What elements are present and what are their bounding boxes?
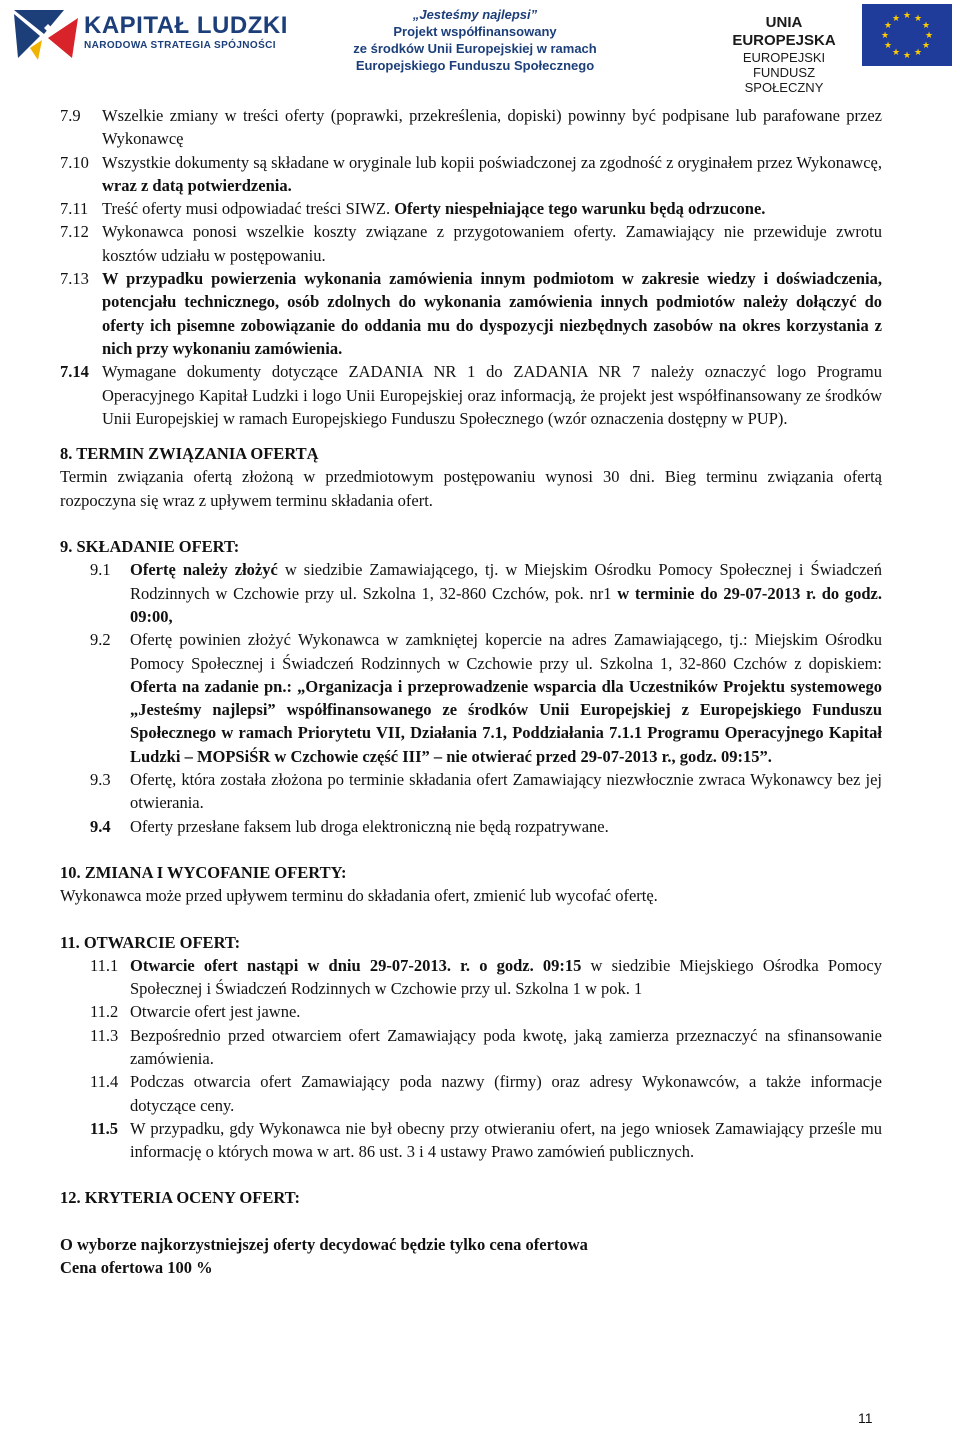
item-bold-text: Ofertę należy złożyć xyxy=(130,560,278,580)
item-9-4 xyxy=(60,815,882,838)
eu-flag-icon xyxy=(862,4,952,66)
svg-text:★: ★ xyxy=(913,14,923,24)
document-body xyxy=(60,104,882,1279)
svg-text:★: ★ xyxy=(883,41,893,51)
item-text: Wszystkie dokumenty są składane w oryginale lub kopii poświadczonej za zgodność z oryginałem przez Wykonawcę, xyxy=(102,152,882,172)
project-info xyxy=(330,6,620,74)
item-number: 7.10 xyxy=(60,152,89,172)
svg-text:★: ★ xyxy=(902,51,912,61)
item-7-9 xyxy=(60,104,882,151)
item-11-1 xyxy=(60,954,882,1001)
item-7-14 xyxy=(60,360,882,430)
svg-text:★: ★ xyxy=(902,11,912,21)
svg-text:★: ★ xyxy=(891,48,901,58)
project-line-3: ze środków Unii Europejskiej w ramach xyxy=(353,41,597,56)
section-11-heading: 11. OTWARCIE OFERT: xyxy=(60,932,241,952)
section-10-text: Wykonawca może przed upływem terminu do składania ofert, zmienić lub wycofać ofertę. xyxy=(60,886,658,906)
item-text: Ofertę, która została złożona po terminie składania ofert Zamawiający niezwłocznie zwraca Wykonawcy bez jej otwierania. xyxy=(130,770,882,813)
item-9-2 xyxy=(60,628,882,768)
item-text: W przypadku, gdy Wykonawca nie był obecny przy otwieraniu ofert, na jego wniosek Zamawiający prześle mu informację o których mowa w art. 86 ust. 3 i 4 ustawy Prawo zamówień publicznych. xyxy=(130,1118,882,1162)
item-text: Wykonawca ponosi wszelkie koszty związane z przygotowaniem oferty. Zamawiający nie przewiduje zwrotu kosztów udziału w postępowaniu. xyxy=(102,222,882,265)
item-number: 7.11 xyxy=(60,199,89,219)
svg-text:★: ★ xyxy=(891,14,901,24)
item-text: Wszelkie zmiany w treści oferty (poprawki, przekreślenia, dopiski) powinny być podpisane lub parafowane przez Wykonawcę xyxy=(102,106,882,149)
item-number: 9.1 xyxy=(90,560,111,580)
section-12-heading: 12. KRYTERIA OCENY OFERT: xyxy=(60,1188,300,1208)
item-bold-text: W przypadku powierzenia wykonania zamówienia innym podmiotom w zakresie wiedzy i doświadczenia, potencjału technicznego, osób zdolnych do wykonania zamówienia innych podmiotów należy dołączyć do oferty ich pisemne zobowiązanie do oddania mu do dyspozycji niezbędnych zasobów na okres korzystania z nich przy wykonaniu zamówienia. xyxy=(102,269,882,358)
item-bold-text: wraz z datą potwierdzenia. xyxy=(102,175,292,195)
item-number: 7.12 xyxy=(60,222,89,242)
item-bold-text: Otwarcie ofert nastąpi w dniu 29-07-2013. r. o godz. 09:15 xyxy=(130,955,582,975)
item-7-13 xyxy=(60,267,882,360)
item-9-3 xyxy=(60,768,882,815)
item-text: Bezpośrednio przed otwarciem ofert Zamawiający poda kwotę, jaką zamierza przeznaczyć na sfinansowanie zamówienia. xyxy=(130,1025,882,1068)
item-number: 9.2 xyxy=(90,630,111,650)
item-text: Oferty przesłane faksem lub droga elektroniczną nie będą rozpatrywane. xyxy=(130,816,609,836)
svg-text:★: ★ xyxy=(913,48,923,58)
item-number: 9.3 xyxy=(90,770,111,790)
item-11-3 xyxy=(60,1024,882,1071)
item-11-4 xyxy=(60,1070,882,1117)
item-7-10 xyxy=(60,151,882,198)
svg-text:★: ★ xyxy=(880,31,890,41)
item-11-2 xyxy=(60,1000,882,1023)
item-number: 7.14 xyxy=(60,362,89,382)
item-9-1 xyxy=(60,558,882,628)
item-number: 11.3 xyxy=(90,1025,119,1045)
item-bold-text: Oferta na zadanie pn.: „Organizacja i przeprowadzenie wsparcia dla Uczestników Projektu systemowego „Jesteśmy najlepsi” współfinansowanego ze środków Unii Europejskiej z Europejskiego Funduszu Społecznego w ramach Priorytetu VII, Działania 7.1, Poddziałania 7.1.1 Programu Operacyjnego Kapitał Ludzki – MOPSiŚR w Czchowie część III” – nie otwierać przed 29-07-2013 r., godz. 09:15”. xyxy=(130,676,882,766)
item-number: 11.2 xyxy=(90,1002,119,1022)
section-12-line-2: Cena ofertowa 100 % xyxy=(60,1258,213,1278)
item-number: 11.1 xyxy=(90,955,119,975)
section-9-heading: 9. SKŁADANIE OFERT: xyxy=(60,537,240,557)
item-text: Otwarcie ofert jest jawne. xyxy=(130,1002,301,1022)
project-line-2: Projekt współfinansowany xyxy=(393,24,557,39)
page-header xyxy=(0,0,960,95)
item-text: Ofertę powinien złożyć Wykonawca w zamkniętej kopercie na adres Zamawiającego, tj.: Miejskim Ośrodku Pomocy Społecznej i Świadczeń Rodzinnych w Czchowie przy ul. Szkolna 1, 32-860 Czchów z dopiskiem: xyxy=(130,630,882,673)
eu-sub-1: EUROPEJSKI xyxy=(742,50,826,65)
item-bold-text: Oferty niespełniające tego warunku będą odrzucone. xyxy=(394,199,766,219)
eu-title: UNIA EUROPEJSKA xyxy=(732,14,836,49)
eu-sub-2: FUNDUSZ SPOŁECZNY xyxy=(744,65,824,95)
item-text: w siedzibie Miejskiego Ośrodka Pomocy Społecznej i Świadczeń Rodzinnych w Czchowie przy ul. Szkolna 1 w pok. 1 xyxy=(130,955,882,999)
project-line-1: „Jesteśmy najlepsi” xyxy=(412,7,538,22)
page-number: 11 xyxy=(858,1410,873,1426)
section-10-heading: 10. ZMIANA I WYCOFANIE OFERTY: xyxy=(60,862,347,882)
section-8-heading: 8. TERMIN ZWIĄZANIA OFERTĄ xyxy=(60,444,319,464)
item-text: Wymagane dokumenty dotyczące ZADANIA NR 1 do ZADANIA NR 7 należy oznaczyć logo Programu Operacyjnego Kapitał Ludzki i logo Unii Europejskiej oraz informacją, że projekt jest współfinansowany ze środków Unii Europejskiej w ramach Europejskiego Funduszu Społecznego (wzór oznaczenia dostępny w PUP). xyxy=(102,362,882,428)
svg-text:★: ★ xyxy=(921,21,931,31)
item-11-5 xyxy=(60,1117,882,1164)
kl-subtitle: NARODOWA STRATEGIA SPÓJNOŚCI xyxy=(84,40,276,51)
section-12-line-1: O wyborze najkorzystniejszej oferty decydować będzie tylko cena ofertowa xyxy=(60,1234,588,1254)
item-7-12 xyxy=(60,220,882,267)
item-number: 11.4 xyxy=(90,1072,119,1092)
svg-text:★: ★ xyxy=(921,41,931,51)
item-number: 7.13 xyxy=(60,269,89,289)
svg-text:★: ★ xyxy=(883,21,893,31)
kapital-ludzki-wordmark xyxy=(84,14,288,51)
item-text: w siedzibie Zamawiającego, tj. w Miejskim Ośrodku Pomocy Społecznej i Świadczeń Rodzinnych w Czchowie przy ul. Szkolna 1, 32-860 Czchów, pok. nr1 xyxy=(130,560,882,603)
item-text: Podczas otwarcia ofert Zamawiający poda nazwy (firmy) oraz adresy Wykonawców, a także informacje dotyczące ceny. xyxy=(130,1072,882,1115)
eu-wordmark xyxy=(716,14,852,95)
item-text: Treść oferty musi odpowiadać treści SIWZ. xyxy=(102,199,395,219)
kl-title: KAPITAŁ LUDZKI xyxy=(84,12,288,39)
section-7-list xyxy=(60,104,882,430)
item-number: 7.9 xyxy=(60,106,81,125)
item-bold-text: w terminie do 29-07-2013 r. do godz. 09:00, xyxy=(130,583,882,626)
item-7-11 xyxy=(60,197,882,220)
section-8-text: Termin związania ofertą złożoną w przedmiotowym postępowaniu wynosi 30 dni. Bieg terminu związania ofertą rozpoczyna się wraz z upływem terminu składania ofert. xyxy=(60,467,882,510)
item-number: 9.4 xyxy=(90,816,111,836)
project-line-4: Europejskiego Funduszu Społecznego xyxy=(355,58,595,73)
svg-text:★: ★ xyxy=(924,31,934,41)
item-number: 11.5 xyxy=(90,1118,118,1138)
